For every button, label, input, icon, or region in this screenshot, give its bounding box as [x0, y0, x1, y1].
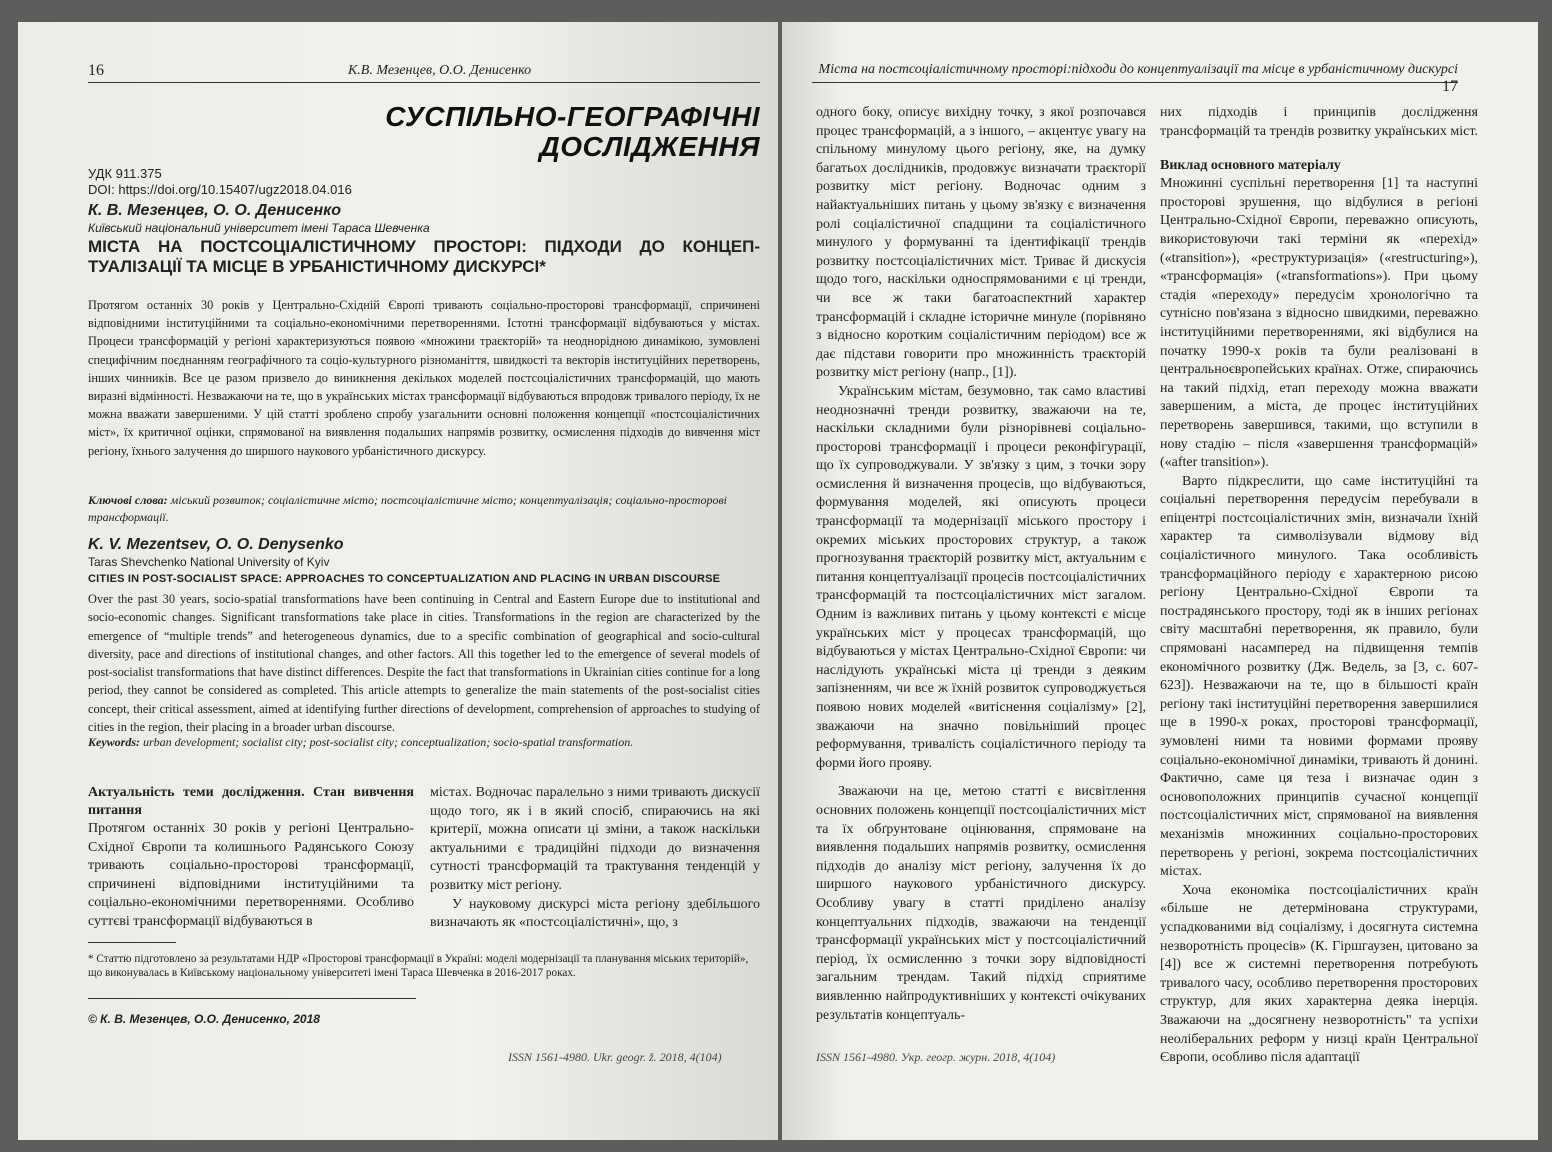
keywords-en — [88, 734, 760, 751]
col2-paragraph-1: містах. Водночас паралельно з ними тривають дискусії щодо того, як і в який спосіб, спираючись на які критерії, можна описати ці зміни, а також наскільки актуальними є традиційні підходи до визначення сутності трансформацій та трактування тенденцій у розвитку міст регіону. — [430, 785, 760, 893]
left-page-number: 16 — [88, 62, 104, 79]
keywords-ua — [88, 492, 760, 526]
right-page — [782, 22, 1538, 1140]
left-running-head-text: К.В. Мезенцев, О.О. Денисенко — [348, 63, 532, 78]
right-col1-paragraph-2: Українським містам, безумовно, так само властиві неоднозначні тренди розвитку, зважаючи на те, наскільки складними були різнорівневі соціально-просторові трансформації і процеси реконфігурації, що їх супроводжували. У зв'язку з цим, з точки зору осмислення й визначення процесів, що відбуваються, формування моделей, які описують процеси трансформації та модернізації міського простору і окремих міських просторових структур, а також прогнозування траєкторій розвитку міст, актуальним є питання концептуалізації процесів постсоціалістичних трансформацій та постсоціалістичних міст загалом. Одним із важливих питань у цьому контексті є місце українських міст у процесах трансформацій, що відбуваються у містах Центрально-Східної Європи: чи наслідують українські міста ці тренди з деяким запізненням, чи все ж їхній розвиток супроводжується появою нових моделей «витіснення соціалізму» [2], зважаючи на значно повільніший процес реформування, тривалість соціалістичного періоду та форми його прояву. — [816, 383, 1146, 771]
keywords-label-ua: Ключові слова: — [88, 493, 168, 507]
left-running-head — [88, 62, 760, 83]
right-col2-paragraph-2: Варто підкреслити, що саме інституційні та соціальні перетворення передусім перебували в епіцентрі постсоціалістичних змін, визначали їхній характер та символізували відмову від соціалістичного минулого. Така особливість трансформаційного періоду є характерною рисою регіону Центрально-Східної Європи та пострадянського простору, тоді як в інших регіонах світу масштабні перетворення, як правило, були спрямовані насамперед на підвищення темпів економічного розвитку (Дж. Ведель, за [3, с. 607-623]). Незважаючи на те, що в більшості країн регіону такі інституційні перетворення завершилися ще в 1990-х роках, просторові трансформації, зумовлені ними та новими формами прояву соціально-економічної динаміки, тривають й донині. Фактично, саме ця теза і визначає один з основоположних принципів сучасної концепції постсоціалістичних міст, спрямованої на виявлення механізмів множинних соціально-просторових перетворень у регіоні, зокрема постсоціалістичних містах. — [1160, 473, 1478, 880]
copyright-separator — [88, 998, 416, 999]
authors-en: K. V. Mezentsev, O. O. Denysenko — [88, 536, 344, 553]
abstract-en: Over the past 30 years, socio-spatial transformations have been continuing in Central and Eastern Europe due to institutional and socio-economic changes. Significant transformations take place in cities. Transformations in the region are characterized by the emergence of “multiple trends” and heterogeneous dynamics, due to a specific combination of geographical and socio-cultural diversity, pace and directions of institutional changes, and other factors. All this together led to the emergence of several models of post-socialist transformations that have distinct differences. Despite the fact that transformations in Ukrainian cities continue for a long period, they cannot be considered as completed. This article attempts to generalize the main statements of the post-socialist cities concept, their critical assessment, aimed at identifying further directions of development, comprehension of approaches to studying of cities in the region, their placing in a broader urban discourse. — [88, 592, 760, 735]
right-running-head-text: Міста на постсоціалістичному просторі:підходи до концептуалізації та місце в урбаністичному дискурсі — [818, 62, 1458, 77]
right-col1-paragraph-3: Зважаючи на це, метою статті є висвітлення основних положень концепції постсоціалістичних міст та їх обґрунтоване оцінювання, спрямоване на виявлення подальших напрямів розвитку, осмислення підходів до аналізу міст регіону, залучення їх до ширшого наукового урбаністичного дискурсу. Особливу увагу в статті приділено аналізу концептуальних підходів, зважаючи на тенденції трансформації українських міст у постсоціалістичний період, їх осмисленню з точки зору відповідності загальним трендам. Такий підхід сприятиме виявленню найпродуктивніших у контексті очікуваних результатів концептуаль- — [816, 784, 1146, 1023]
article-title-en: CITIES IN POST-SOCIALIST SPACE: APPROACHES TO CONCEPTUALIZATION AND PLACING IN URBAN DISCOURSE — [88, 573, 721, 585]
right-running-head — [812, 62, 1458, 95]
affiliation-ua: Київський національний університет імені Тараса Шевченка — [88, 221, 430, 235]
right-col2-paragraph-0: них підходів і принципів дослідження трансформацій та трендів розвитку українських міст. — [1160, 105, 1478, 139]
col1-paragraph: Протягом останніх 30 років у регіоні Центрально-Східної Європи та колишнього Радянського Союзу тривають соціально-просторові трансформації, спричинені відповідними інституційними та соціально-економічними перетвореннями. Особливо суттєві трансформації відбуваються в — [88, 821, 414, 929]
udk-code: УДК 911.375 — [88, 166, 162, 181]
left-page — [18, 22, 778, 1140]
section-heading-relevance: Актуальність теми дослідження. Стан вивчення питання — [88, 785, 414, 818]
footnote: * Статтю підготовлено за результатами НДР «Просторові трансформації в Україні: моделі модернізації та планування міських територій», що виконувалась в Київському національному університеті імені Тараса Шевченка в 2016-2017 роках. — [88, 953, 749, 979]
udk-doi-block — [88, 166, 760, 198]
left-column-2 — [430, 784, 760, 933]
section-title-line-1: СУСПІЛЬНО-ГЕОГРАФІЧНІ — [385, 101, 760, 132]
article-title-ua: МІСТА НА ПОСТСОЦІАЛІСТИЧНОМУ ПРОСТОРІ: ПІДХОДИ ДО КОНЦЕП-ТУАЛІЗАЦІЇ ТА МІСЦЕ В УРБАНІСТИЧНОМУ ДИСКУРСІ* — [88, 237, 760, 276]
section-heading-main: Виклад основного матеріалу — [1160, 158, 1341, 174]
right-col2-paragraph-1: Множинні суспільні перетворення [1] та наступні просторові зрушення, що відбулися в регіоні Центрально-Східної Європи, переважно описують, використовуючи такі терміни як «перехід» («transition»), «реструктуризація» («restructuring»), «трансформація» («transformations»). При цьому стадія «переходу» передусім хронологічно та сутнісно пов'язана з відносно швидкими, переважно інституційними перетвореннями, які відбулися на початку 1990-х років та були реалізовані в центральноєвропейських країнах. Отже, спираючись на такий підхід, етап переходу можна вважати завершеним, а міста, де процес інституційних перетворень завершився, такими, що вступили в нову стадію – після «завершення трансформацій» («after transition»). — [1160, 176, 1478, 471]
right-col2-paragraph-3: Хоча економіка постсоціалістичних країн «більше не детермінована структурами, успадкованими від соціалізму, і досягнута системна незворотність процесів» (К. Гіршгаузен, цитовано за [4]) все ж системні перетворення потребують тривалого часу, особливо перетворення просторових структур, для яких характерна деяка інерція. Зважаючи на „досягнену незворотність" та успіхи неоліберальних реформ у низці країн Центральної Європи, особливо після адаптації — [1160, 882, 1478, 1066]
footnote-separator — [88, 942, 176, 943]
keywords-label-en: Keywords: — [88, 735, 140, 749]
copyright: © К. В. Мезенцев, О.О. Денисенко, 2018 — [88, 1012, 320, 1026]
left-issn-footer: ISSN 1561-4980. Ukr. geogr. ž. 2018, 4(104) — [508, 1050, 722, 1064]
authors-ua: К. В. Мезенцев, О. О. Денисенко — [88, 202, 341, 219]
col2-paragraph-2: У науковому дискурсі міста регіону здебільшого визначають як «постсоціалістичні», що, з — [430, 896, 760, 931]
doi-link[interactable]: DOI: https://doi.org/10.15407/ugz2018.04.016 — [88, 182, 352, 197]
left-column-1 — [88, 784, 414, 932]
keywords-text-ua: міський розвиток; соціалістичне місто; постсоціалістичне місто; концептуалізація; соціально-просторові трансформації. — [88, 493, 727, 524]
affiliation-en: Taras Shevchenko National University of Kyiv — [88, 555, 330, 569]
abstract-ua: Протягом останніх 30 років у Центрально-Східній Європі тривають соціально-просторові трансформації, спричинені відповідними інституційними та соціально-економічними перетвореннями. Істотні трансформації відбуваються у містах. Процеси трансформацій у регіоні характеризуються появою «множини траєкторій» та неоднорідною динамікою, зумовлені специфічним поєднанням географічного та соціо-культурного різноманіття, швидкості та векторів інституційних перетворень, інших чинників. Все це разом призвело до виникнення декількох моделей постсоціалістичних трансформацій, що мають виразні відмінності. Незважаючи на те, що в українських містах трансформації відбуваються впродовж тривалого періоду, їх не можна вважати завершеними. У цій статті зроблено спробу узагальнити основні положення концепції «постсоціалістичних міст», їх критичної оцінки, спрямованої на виявлення подальших напрямів розвитку, осмислення підходів до вивчення міст регіону, їхнього залучення до ширшого наукового урбаністичного дискурсу. — [88, 298, 760, 458]
right-issn-footer: ISSN 1561-4980. Укр. геогр. журн. 2018, 4(104) — [816, 1050, 1056, 1064]
section-title-line-2: ДОСЛІДЖЕННЯ — [539, 131, 760, 162]
right-col1-paragraph-1: одного боку, описує вихідну точку, з якої розпочався процес трансформацій, а з іншого, – акцентує увагу на спільному минулому цього регіону, яке, на думку багатьох дослідників, продовжує визначати траєкторії розвитку міст регіону. Водночас одним з найактуальніших питань у цьому зв'язку є визначення ролі соціалістичної спадщини та соціалістичного минулого у формуванні та ідентифікації трендів розвитку постсоціалістичних міст. Триває й дискусія щодо того, наскільки односпрямованими є ці тренди, чи все ж таки багатоаспектний характер трансформацій і складне історичне минуле (порівняно з відносно коротким соціалістичним періодом) все ж дає підстави говорити про множинність траєкторій розвитку міст регіону (напр., [1]). — [816, 105, 1146, 381]
right-page-number: 17 — [1442, 78, 1458, 95]
section-title — [88, 102, 760, 162]
right-column-2 — [1160, 104, 1478, 1068]
right-column-1 — [816, 104, 1146, 1025]
keywords-text-en: urban development; socialist city; post-socialist city; conceptualization; socio-spatial transformation. — [140, 735, 634, 749]
